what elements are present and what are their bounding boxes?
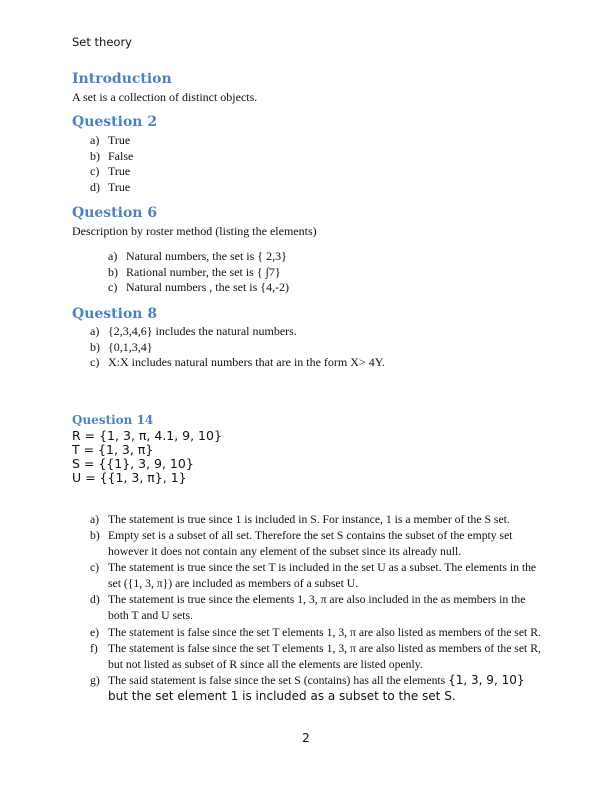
question-6-heading: Question 6 xyxy=(72,205,158,221)
list-item-text: The statement is true since 1 is included in S. For instance, 1 is a member of the S set. xyxy=(108,513,510,526)
list-item xyxy=(90,180,490,196)
list-marker: c) xyxy=(90,561,100,575)
list-item-text: Empty set is a subset of all set. Therefore the set S contains the subset of the empty set however it does not contain any element of the subset since its already null. xyxy=(108,529,513,559)
list-marker: a) xyxy=(108,249,118,263)
introduction-heading: Introduction xyxy=(72,71,172,87)
list-item-text: True xyxy=(108,179,131,194)
list-item xyxy=(90,673,545,705)
set-u-definition: U = {{1, 3, π}, 1} xyxy=(72,470,187,485)
list-item xyxy=(108,280,528,296)
list-marker: e) xyxy=(90,625,100,639)
list-item-text: Natural numbers, the set is { 2,3} xyxy=(126,249,287,263)
list-item xyxy=(90,324,550,340)
set-definitions xyxy=(72,429,222,485)
list-item xyxy=(90,641,545,673)
list-item-text-tail: {1, 3, 9, 10} but the set element 1 is included as a subset to the set S. xyxy=(108,672,525,703)
list-item xyxy=(90,560,545,592)
list-marker: b) xyxy=(90,339,100,354)
set-s-definition: S = {{1}, 3, 9, 10} xyxy=(72,456,194,471)
list-marker: b) xyxy=(90,148,100,163)
list-marker: b) xyxy=(108,264,118,279)
page-number: 2 xyxy=(302,731,310,745)
question-6-text: Description by roster method (listing the elements) xyxy=(72,224,317,238)
question-6-answers xyxy=(108,249,528,296)
list-marker: a) xyxy=(90,513,100,526)
list-item-text: Rational number, the set is { ∫7} xyxy=(126,264,281,279)
list-marker: c) xyxy=(90,164,100,178)
list-item-text: X:X includes natural numbers that are in the form X> 4Y. xyxy=(108,355,385,369)
list-marker: g) xyxy=(90,673,100,687)
list-item-text: The statement is true since the set T is included in the set U as a subset. The elements in the set ({1, 3, π}) are included as members of a subset U. xyxy=(108,561,537,591)
list-item-text: True xyxy=(108,133,131,147)
list-item xyxy=(108,249,528,265)
list-item xyxy=(90,625,545,641)
list-item-text: {2,3,4,6} includes the natural numbers. xyxy=(108,324,297,338)
list-item-text: The statement is false since the set T elements 1, 3, π are also listed as members of the set R. xyxy=(108,625,541,639)
list-marker: c) xyxy=(108,280,118,294)
question-14-answers xyxy=(90,512,545,705)
list-item xyxy=(90,164,490,180)
set-r-definition: R = {1, 3, π, 4.1, 9, 10} xyxy=(72,428,222,443)
list-item xyxy=(90,149,490,165)
list-item xyxy=(90,512,545,528)
list-item xyxy=(90,340,550,356)
list-marker: c) xyxy=(90,355,100,369)
list-marker: f) xyxy=(90,641,98,655)
list-item-text: The said statement is false since the set S (contains) has all the elements xyxy=(108,673,449,687)
list-item-text: {0,1,3,4} xyxy=(108,339,153,354)
list-item-text: Natural numbers , the set is {4,-2) xyxy=(126,280,290,294)
question-2-heading: Question 2 xyxy=(72,114,158,130)
list-item xyxy=(90,592,545,624)
question-8-heading: Question 8 xyxy=(72,306,158,322)
list-item xyxy=(90,355,550,371)
set-t-definition: T = {1, 3, π} xyxy=(72,442,154,457)
list-item-text: The statement is true since the elements 1, 3, π are also included in the as members in the both T and U sets. xyxy=(108,593,526,623)
list-item xyxy=(90,528,545,560)
list-item-text: False xyxy=(108,148,134,163)
list-marker: d) xyxy=(90,593,100,607)
page-header: Set theory xyxy=(72,35,132,49)
list-item xyxy=(108,265,528,281)
list-item-text: The statement is false since the set T elements 1, 3, π are also listed as members of the set R, but not listed as subset of R since all the elements are listed openly. xyxy=(108,641,541,671)
list-marker: a) xyxy=(90,133,100,147)
list-marker: b) xyxy=(90,529,100,543)
list-marker: d) xyxy=(90,179,100,194)
list-item-text: True xyxy=(108,164,131,178)
question-14-heading: Question 14 xyxy=(72,413,154,427)
list-marker: a) xyxy=(90,324,100,338)
question-2-answers xyxy=(90,133,490,195)
list-item xyxy=(90,133,490,149)
introduction-text: A set is a collection of distinct objects. xyxy=(72,90,258,104)
question-8-answers xyxy=(90,324,550,371)
